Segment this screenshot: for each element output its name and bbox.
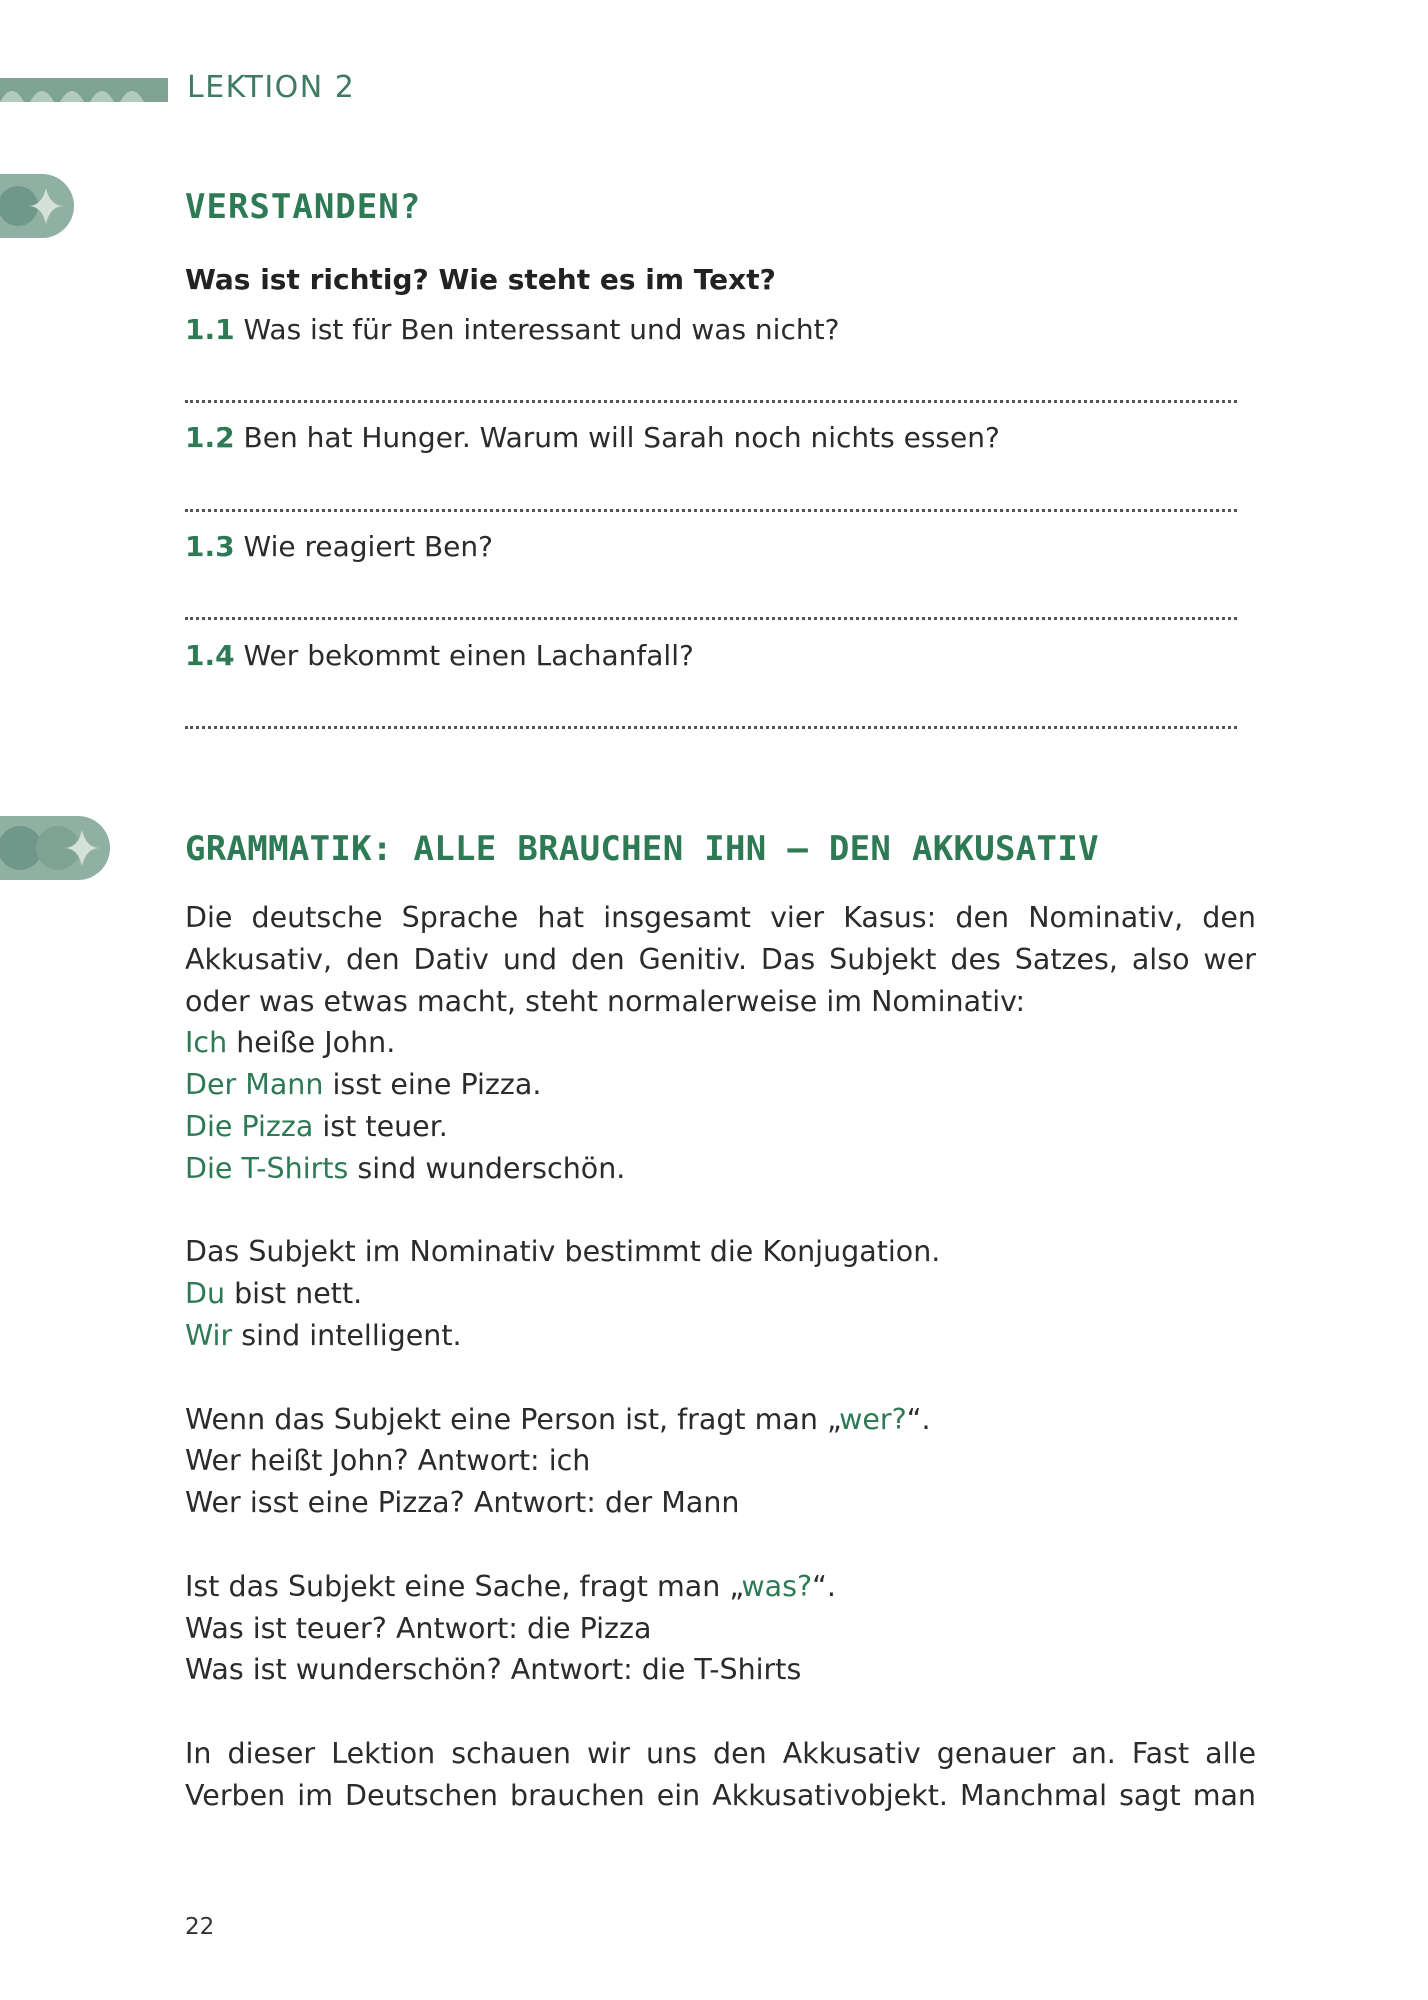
example-rest: heiße John. bbox=[227, 1026, 396, 1060]
paragraph-line: Was ist wunderschön? Antwort: die T-Shirts bbox=[185, 1653, 802, 1687]
grammar-explanation bbox=[185, 897, 1256, 1817]
subject-highlight: Die T-Shirts bbox=[185, 1151, 349, 1185]
paragraph-line: Wer heißt John? Antwort: ich bbox=[185, 1444, 591, 1478]
example-rest: isst eine Pizza. bbox=[323, 1068, 542, 1102]
page-number: 22 bbox=[185, 1914, 215, 1940]
section-title-grammatik: GRAMMATIK: ALLE BRAUCHEN IHN – DEN AKKUSATIV bbox=[185, 829, 1099, 869]
example-sentence bbox=[185, 1106, 1256, 1148]
paragraph-line bbox=[185, 1399, 1256, 1441]
section-title-verstanden: VERSTANDEN? bbox=[185, 187, 422, 227]
question-word-highlight: wer? bbox=[839, 1402, 907, 1436]
example-rest: sind intelligent. bbox=[232, 1318, 462, 1352]
paragraph-line: Verben im Deutschen brauchen ein Akkusativobjekt. Manchmal sagt man bbox=[185, 1778, 1256, 1812]
example-sentence bbox=[185, 1148, 1256, 1190]
subject-highlight: Ich bbox=[185, 1026, 228, 1060]
question-number: 1.2 bbox=[185, 421, 235, 454]
question-1-3 bbox=[185, 530, 493, 563]
paragraph-line: In dieser Lektion schauen wir uns den Akkusativ genauer an. Fast alle bbox=[185, 1736, 1256, 1770]
subject-highlight: Die Pizza bbox=[185, 1109, 314, 1143]
example-sentence bbox=[185, 1064, 1256, 1106]
question-text: Ben hat Hunger. Warum will Sarah noch nichts essen? bbox=[243, 421, 1000, 454]
paragraph-line: Das Subjekt im Nominativ bestimmt die Konjugation. bbox=[185, 1235, 941, 1269]
answer-line-1-1[interactable] bbox=[185, 400, 1237, 403]
question-text: Wer bekommt einen Lachanfall? bbox=[243, 639, 694, 672]
text-run: Wenn das Subjekt eine Person ist, fragt man „ bbox=[185, 1402, 840, 1436]
question-number: 1.3 bbox=[185, 530, 235, 563]
section-tab-decoration bbox=[0, 816, 110, 880]
question-text: Wie reagiert Ben? bbox=[243, 530, 493, 563]
subject-highlight: Der Mann bbox=[185, 1068, 324, 1102]
section-tab-decoration bbox=[0, 174, 74, 238]
question-word-highlight: was? bbox=[741, 1569, 813, 1603]
paragraph-line: Akkusativ, den Dativ und den Genitiv. Das Subjekt des Satzes, also wer bbox=[185, 942, 1256, 976]
subject-highlight: Wir bbox=[185, 1318, 233, 1352]
exercise-instruction: Was ist richtig? Wie steht es im Text? bbox=[185, 263, 776, 296]
question-text: Was ist für Ben interessant und was nicht? bbox=[243, 313, 840, 346]
lesson-label: LEKTION 2 bbox=[187, 70, 356, 105]
answer-line-1-3[interactable] bbox=[185, 617, 1237, 620]
example-rest: ist teuer. bbox=[313, 1109, 448, 1143]
paragraph-line bbox=[185, 1566, 1256, 1608]
subject-highlight: Du bbox=[185, 1277, 226, 1311]
question-number: 1.4 bbox=[185, 639, 235, 672]
example-sentence bbox=[185, 1315, 1256, 1357]
paragraph-line: oder was etwas macht, steht normalerweise im Nominativ: bbox=[185, 984, 1026, 1018]
answer-line-1-4[interactable] bbox=[185, 726, 1237, 729]
text-run: “. bbox=[906, 1402, 931, 1436]
text-run: “. bbox=[812, 1569, 836, 1603]
question-1-4 bbox=[185, 639, 694, 672]
example-rest: bist nett. bbox=[225, 1277, 363, 1311]
paragraph-line: Wer isst eine Pizza? Antwort: der Mann bbox=[185, 1486, 740, 1520]
question-number: 1.1 bbox=[185, 313, 235, 346]
answer-line-1-2[interactable] bbox=[185, 509, 1237, 512]
question-1-1 bbox=[185, 313, 839, 346]
paragraph-line: Was ist teuer? Antwort: die Pizza bbox=[185, 1611, 652, 1645]
paragraph-line: Die deutsche Sprache hat insgesamt vier Kasus: den Nominativ, den bbox=[185, 901, 1256, 934]
question-1-2 bbox=[185, 421, 1000, 454]
text-run: Ist das Subjekt eine Sache, fragt man „ bbox=[185, 1569, 742, 1603]
example-rest: sind wunderschön. bbox=[348, 1151, 626, 1185]
example-sentence bbox=[185, 1022, 1256, 1064]
header-decorative-band bbox=[0, 78, 168, 102]
example-sentence bbox=[185, 1273, 1256, 1315]
